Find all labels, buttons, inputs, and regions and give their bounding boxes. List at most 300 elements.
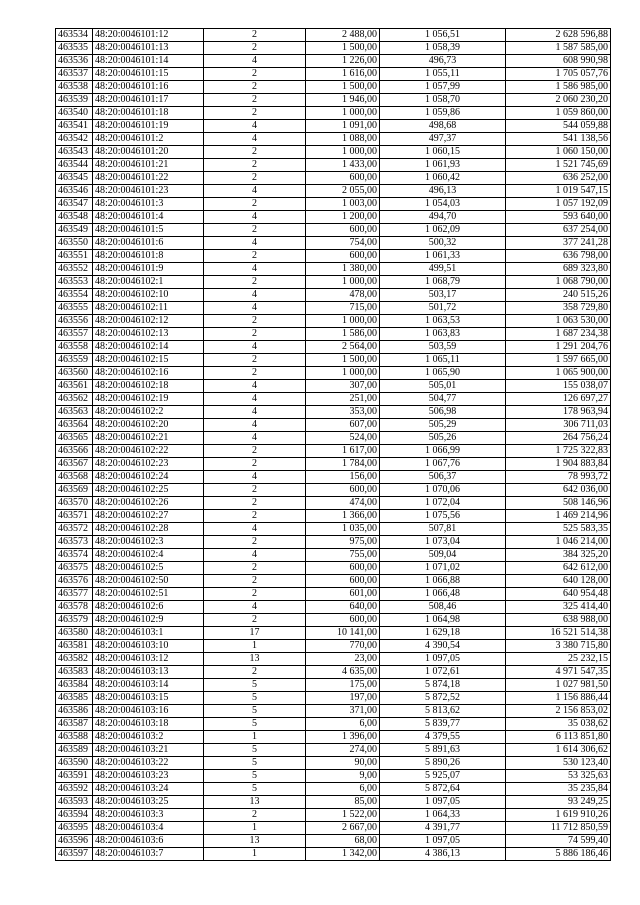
area-value: 6,00: [306, 718, 380, 731]
cadastral-number: 48:20:0046103:6: [93, 835, 204, 848]
area-value: 6,00: [306, 783, 380, 796]
table-row: [56, 354, 611, 367]
category-code: 4: [204, 185, 306, 198]
table-row: [56, 562, 611, 575]
area-value: 600,00: [306, 614, 380, 627]
cadastral-number: 48:20:0046102:27: [93, 510, 204, 523]
cadastral-value: 325 414,40: [506, 601, 611, 614]
category-code: 4: [204, 133, 306, 146]
area-value: 770,00: [306, 640, 380, 653]
table-row: [56, 133, 611, 146]
area-value: 2 564,00: [306, 341, 380, 354]
specific-value: 509,04: [380, 549, 506, 562]
specific-value: 505,29: [380, 419, 506, 432]
specific-value: 504,77: [380, 393, 506, 406]
area-value: 600,00: [306, 484, 380, 497]
area-value: 1 000,00: [306, 107, 380, 120]
table-row: [56, 393, 611, 406]
row-id: 463551: [56, 250, 93, 263]
cadastral-number: 48:20:0046103:22: [93, 757, 204, 770]
cadastral-value: 178 963,94: [506, 406, 611, 419]
table-row: [56, 42, 611, 55]
area-value: 2 667,00: [306, 822, 380, 835]
area-value: 1 433,00: [306, 159, 380, 172]
cadastral-value: 544 059,88: [506, 120, 611, 133]
table-row: [56, 601, 611, 614]
table-row: [56, 510, 611, 523]
category-code: 2: [204, 68, 306, 81]
specific-value: 5 872,64: [380, 783, 506, 796]
area-value: 755,00: [306, 549, 380, 562]
area-value: 156,00: [306, 471, 380, 484]
table-row: [56, 458, 611, 471]
specific-value: 505,26: [380, 432, 506, 445]
document-page: [55, 28, 610, 861]
specific-value: 1 066,99: [380, 445, 506, 458]
category-code: 2: [204, 367, 306, 380]
category-code: 1: [204, 731, 306, 744]
row-id: 463555: [56, 302, 93, 315]
area-value: 1 000,00: [306, 146, 380, 159]
cadastral-value: 1 469 214,96: [506, 510, 611, 523]
cadastral-number: 48:20:0046102:6: [93, 601, 204, 614]
table-row: [56, 614, 611, 627]
row-id: 463583: [56, 666, 93, 679]
cadastral-value: 608 990,98: [506, 55, 611, 68]
specific-value: 1 068,79: [380, 276, 506, 289]
cadastral-value: 637 254,00: [506, 224, 611, 237]
area-value: 474,00: [306, 497, 380, 510]
table-row: [56, 731, 611, 744]
row-id: 463557: [56, 328, 93, 341]
area-value: 600,00: [306, 224, 380, 237]
row-id: 463556: [56, 315, 93, 328]
table-row: [56, 94, 611, 107]
category-code: 17: [204, 627, 306, 640]
category-code: 2: [204, 458, 306, 471]
cadastral-value: 1 156 886,44: [506, 692, 611, 705]
category-code: 1: [204, 822, 306, 835]
table-row: [56, 523, 611, 536]
row-id: 463597: [56, 848, 93, 861]
cadastral-number: 48:20:0046103:16: [93, 705, 204, 718]
category-code: 2: [204, 536, 306, 549]
category-code: 2: [204, 159, 306, 172]
specific-value: 1 075,56: [380, 510, 506, 523]
area-value: 754,00: [306, 237, 380, 250]
table-row: [56, 172, 611, 185]
specific-value: 4 390,54: [380, 640, 506, 653]
row-id: 463592: [56, 783, 93, 796]
cadastral-number: 48:20:0046103:15: [93, 692, 204, 705]
cadastral-value: 93 249,25: [506, 796, 611, 809]
table-row: [56, 419, 611, 432]
cadastral-number: 48:20:0046102:23: [93, 458, 204, 471]
cadastral-value: 1 068 790,00: [506, 276, 611, 289]
category-code: 2: [204, 445, 306, 458]
category-code: 2: [204, 809, 306, 822]
specific-value: 503,17: [380, 289, 506, 302]
category-code: 2: [204, 497, 306, 510]
area-value: 607,00: [306, 419, 380, 432]
row-id: 463554: [56, 289, 93, 302]
row-id: 463579: [56, 614, 93, 627]
cadastral-value: 78 993,72: [506, 471, 611, 484]
area-value: 1 091,00: [306, 120, 380, 133]
category-code: 13: [204, 835, 306, 848]
cadastral-number: 48:20:0046101:9: [93, 263, 204, 276]
table-row: [56, 68, 611, 81]
cadastral-value: 640 128,00: [506, 575, 611, 588]
category-code: 4: [204, 393, 306, 406]
area-value: 478,00: [306, 289, 380, 302]
row-id: 463580: [56, 627, 93, 640]
area-value: 1 500,00: [306, 81, 380, 94]
cadastral-value: 25 232,15: [506, 653, 611, 666]
area-value: 1 342,00: [306, 848, 380, 861]
area-value: 524,00: [306, 432, 380, 445]
category-code: 2: [204, 276, 306, 289]
cadastral-value: 1 060 150,00: [506, 146, 611, 159]
cadastral-number: 48:20:0046101:15: [93, 68, 204, 81]
cadastral-value: 74 599,40: [506, 835, 611, 848]
row-id: 463568: [56, 471, 93, 484]
area-value: 197,00: [306, 692, 380, 705]
area-value: 9,00: [306, 770, 380, 783]
area-value: 600,00: [306, 575, 380, 588]
table-row: [56, 679, 611, 692]
specific-value: 5 839,77: [380, 718, 506, 731]
category-code: 13: [204, 796, 306, 809]
row-id: 463566: [56, 445, 93, 458]
category-code: 2: [204, 81, 306, 94]
table-row: [56, 822, 611, 835]
cadastral-number: 48:20:0046101:12: [93, 29, 204, 42]
specific-value: 1 097,05: [380, 796, 506, 809]
cadastral-number: 48:20:0046102:10: [93, 289, 204, 302]
area-value: 1 396,00: [306, 731, 380, 744]
table-row: [56, 198, 611, 211]
cadastral-value: 358 729,80: [506, 302, 611, 315]
row-id: 463560: [56, 367, 93, 380]
cadastral-number: 48:20:0046102:4: [93, 549, 204, 562]
category-code: 4: [204, 432, 306, 445]
table-row: [56, 432, 611, 445]
table-row: [56, 224, 611, 237]
cadastral-value: 264 756,24: [506, 432, 611, 445]
table-row: [56, 263, 611, 276]
cadastral-number: 48:20:0046101:2: [93, 133, 204, 146]
specific-value: 1 066,48: [380, 588, 506, 601]
table-row: [56, 55, 611, 68]
table-row: [56, 445, 611, 458]
cadastral-number: 48:20:0046101:17: [93, 94, 204, 107]
area-value: 600,00: [306, 250, 380, 263]
row-id: 463539: [56, 94, 93, 107]
specific-value: 1 070,06: [380, 484, 506, 497]
category-code: 2: [204, 198, 306, 211]
row-id: 463571: [56, 510, 93, 523]
category-code: 2: [204, 42, 306, 55]
category-code: 1: [204, 848, 306, 861]
category-code: 4: [204, 471, 306, 484]
category-code: 4: [204, 406, 306, 419]
specific-value: 1 071,02: [380, 562, 506, 575]
area-value: 1 003,00: [306, 198, 380, 211]
table-row: [56, 705, 611, 718]
area-value: 1 200,00: [306, 211, 380, 224]
table-row: [56, 770, 611, 783]
category-code: 2: [204, 562, 306, 575]
cadastral-number: 48:20:0046102:11: [93, 302, 204, 315]
specific-value: 5 891,63: [380, 744, 506, 757]
row-id: 463589: [56, 744, 93, 757]
row-id: 463542: [56, 133, 93, 146]
row-id: 463538: [56, 81, 93, 94]
cadastral-value: 1 587 585,00: [506, 42, 611, 55]
area-value: 1 522,00: [306, 809, 380, 822]
row-id: 463537: [56, 68, 93, 81]
cadastral-number: 48:20:0046103:24: [93, 783, 204, 796]
table-row: [56, 211, 611, 224]
row-id: 463582: [56, 653, 93, 666]
specific-value: 1 064,98: [380, 614, 506, 627]
cadastral-value: 126 697,27: [506, 393, 611, 406]
cadastral-value: 1 521 745,69: [506, 159, 611, 172]
cadastral-number: 48:20:0046103:21: [93, 744, 204, 757]
cadastral-value: 1 614 306,62: [506, 744, 611, 757]
specific-value: 5 813,62: [380, 705, 506, 718]
cadastral-value: 4 971 547,35: [506, 666, 611, 679]
row-id: 463576: [56, 575, 93, 588]
cadastral-value: 2 156 853,02: [506, 705, 611, 718]
area-value: 353,00: [306, 406, 380, 419]
table-row: [56, 250, 611, 263]
table-row: [56, 835, 611, 848]
area-value: 1 000,00: [306, 315, 380, 328]
specific-value: 1 097,05: [380, 835, 506, 848]
cadastral-value: 2 060 230,20: [506, 94, 611, 107]
category-code: 2: [204, 250, 306, 263]
table-row: [56, 848, 611, 861]
row-id: 463547: [56, 198, 93, 211]
category-code: 2: [204, 666, 306, 679]
category-code: 5: [204, 757, 306, 770]
category-code: 4: [204, 341, 306, 354]
cadastral-number: 48:20:0046103:4: [93, 822, 204, 835]
cadastral-number: 48:20:0046102:2: [93, 406, 204, 419]
row-id: 463546: [56, 185, 93, 198]
area-value: 1 586,00: [306, 328, 380, 341]
row-id: 463536: [56, 55, 93, 68]
area-value: 1 226,00: [306, 55, 380, 68]
category-code: 5: [204, 718, 306, 731]
row-id: 463541: [56, 120, 93, 133]
cadastral-number: 48:20:0046102:26: [93, 497, 204, 510]
specific-value: 507,81: [380, 523, 506, 536]
row-id: 463562: [56, 393, 93, 406]
category-code: 4: [204, 211, 306, 224]
category-code: 13: [204, 653, 306, 666]
cadastral-number: 48:20:0046103:23: [93, 770, 204, 783]
cadastral-value: 1 904 883,84: [506, 458, 611, 471]
cadastral-value: 1 063 530,00: [506, 315, 611, 328]
specific-value: 505,01: [380, 380, 506, 393]
specific-value: 1 066,88: [380, 575, 506, 588]
area-value: 600,00: [306, 562, 380, 575]
cadastral-value: 2 628 596,88: [506, 29, 611, 42]
cadastral-value: 593 640,00: [506, 211, 611, 224]
cadastral-number: 48:20:0046102:28: [93, 523, 204, 536]
cadastral-value: 1 057 192,09: [506, 198, 611, 211]
category-code: 5: [204, 705, 306, 718]
cadastral-number: 48:20:0046102:50: [93, 575, 204, 588]
cadastral-number: 48:20:0046101:19: [93, 120, 204, 133]
cadastral-value: 1 027 981,50: [506, 679, 611, 692]
cadastral-number: 48:20:0046102:24: [93, 471, 204, 484]
table-row: [56, 146, 611, 159]
category-code: 2: [204, 588, 306, 601]
cadastral-number: 48:20:0046102:1: [93, 276, 204, 289]
cadastral-number: 48:20:0046102:16: [93, 367, 204, 380]
cadastral-value: 6 113 851,80: [506, 731, 611, 744]
table-row: [56, 471, 611, 484]
category-code: 1: [204, 640, 306, 653]
row-id: 463594: [56, 809, 93, 822]
cadastral-value: 306 711,03: [506, 419, 611, 432]
specific-value: 500,32: [380, 237, 506, 250]
area-value: 1 500,00: [306, 42, 380, 55]
cadastral-number: 48:20:0046102:9: [93, 614, 204, 627]
specific-value: 499,51: [380, 263, 506, 276]
cadastral-value: 16 521 514,38: [506, 627, 611, 640]
specific-value: 496,73: [380, 55, 506, 68]
cadastral-number: 48:20:0046102:20: [93, 419, 204, 432]
area-value: 4 635,00: [306, 666, 380, 679]
row-id: 463588: [56, 731, 93, 744]
cadastral-number: 48:20:0046103:25: [93, 796, 204, 809]
cadastral-number: 48:20:0046101:20: [93, 146, 204, 159]
row-id: 463578: [56, 601, 93, 614]
category-code: 2: [204, 614, 306, 627]
table-row: [56, 783, 611, 796]
table-row: [56, 289, 611, 302]
row-id: 463585: [56, 692, 93, 705]
specific-value: 1 058,39: [380, 42, 506, 55]
specific-value: 496,13: [380, 185, 506, 198]
cadastral-value: 638 988,00: [506, 614, 611, 627]
table-row: [56, 302, 611, 315]
specific-value: 1 060,42: [380, 172, 506, 185]
cadastral-value-table: [55, 28, 611, 861]
category-code: 4: [204, 263, 306, 276]
category-code: 2: [204, 172, 306, 185]
table-row: [56, 120, 611, 133]
area-value: 175,00: [306, 679, 380, 692]
specific-value: 1 097,05: [380, 653, 506, 666]
cadastral-value: 525 583,35: [506, 523, 611, 536]
table-row: [56, 185, 611, 198]
area-value: 251,00: [306, 393, 380, 406]
row-id: 463545: [56, 172, 93, 185]
cadastral-value: 53 325,63: [506, 770, 611, 783]
category-code: 2: [204, 315, 306, 328]
table-row: [56, 653, 611, 666]
category-code: 5: [204, 692, 306, 705]
category-code: 2: [204, 224, 306, 237]
table-row: [56, 809, 611, 822]
row-id: 463550: [56, 237, 93, 250]
cadastral-number: 48:20:0046103:14: [93, 679, 204, 692]
specific-value: 1 073,04: [380, 536, 506, 549]
area-value: 1 380,00: [306, 263, 380, 276]
row-id: 463565: [56, 432, 93, 445]
cadastral-value: 1 059 860,00: [506, 107, 611, 120]
area-value: 1 946,00: [306, 94, 380, 107]
row-id: 463586: [56, 705, 93, 718]
category-code: 2: [204, 354, 306, 367]
table-row: [56, 380, 611, 393]
table-row: [56, 718, 611, 731]
area-value: 371,00: [306, 705, 380, 718]
cadastral-number: 48:20:0046102:22: [93, 445, 204, 458]
cadastral-number: 48:20:0046101:21: [93, 159, 204, 172]
row-id: 463544: [56, 159, 93, 172]
cadastral-number: 48:20:0046102:5: [93, 562, 204, 575]
cadastral-number: 48:20:0046102:21: [93, 432, 204, 445]
cadastral-value: 3 380 715,80: [506, 640, 611, 653]
cadastral-number: 48:20:0046102:12: [93, 315, 204, 328]
specific-value: 1 058,70: [380, 94, 506, 107]
area-value: 68,00: [306, 835, 380, 848]
cadastral-number: 48:20:0046102:18: [93, 380, 204, 393]
specific-value: 1 072,04: [380, 497, 506, 510]
specific-value: 1 054,03: [380, 198, 506, 211]
cadastral-value: 155 038,07: [506, 380, 611, 393]
row-id: 463572: [56, 523, 93, 536]
area-value: 10 141,00: [306, 627, 380, 640]
cadastral-value: 1 705 057,76: [506, 68, 611, 81]
cadastral-number: 48:20:0046101:13: [93, 42, 204, 55]
cadastral-value: 1 019 547,15: [506, 185, 611, 198]
area-value: 1 000,00: [306, 367, 380, 380]
cadastral-number: 48:20:0046102:3: [93, 536, 204, 549]
row-id: 463548: [56, 211, 93, 224]
specific-value: 1 056,51: [380, 29, 506, 42]
table-row: [56, 796, 611, 809]
row-id: 463553: [56, 276, 93, 289]
table-row: [56, 341, 611, 354]
cadastral-value: 640 954,48: [506, 588, 611, 601]
area-value: 1 617,00: [306, 445, 380, 458]
row-id: 463575: [56, 562, 93, 575]
cadastral-value: 240 515,26: [506, 289, 611, 302]
cadastral-number: 48:20:0046103:3: [93, 809, 204, 822]
table-row: [56, 276, 611, 289]
row-id: 463587: [56, 718, 93, 731]
cadastral-value: 35 038,62: [506, 718, 611, 731]
specific-value: 5 925,07: [380, 770, 506, 783]
row-id: 463561: [56, 380, 93, 393]
row-id: 463569: [56, 484, 93, 497]
row-id: 463549: [56, 224, 93, 237]
table-row: [56, 484, 611, 497]
row-id: 463543: [56, 146, 93, 159]
area-value: 90,00: [306, 757, 380, 770]
cadastral-value: 1 065 900,00: [506, 367, 611, 380]
category-code: 4: [204, 289, 306, 302]
cadastral-number: 48:20:0046101:18: [93, 107, 204, 120]
